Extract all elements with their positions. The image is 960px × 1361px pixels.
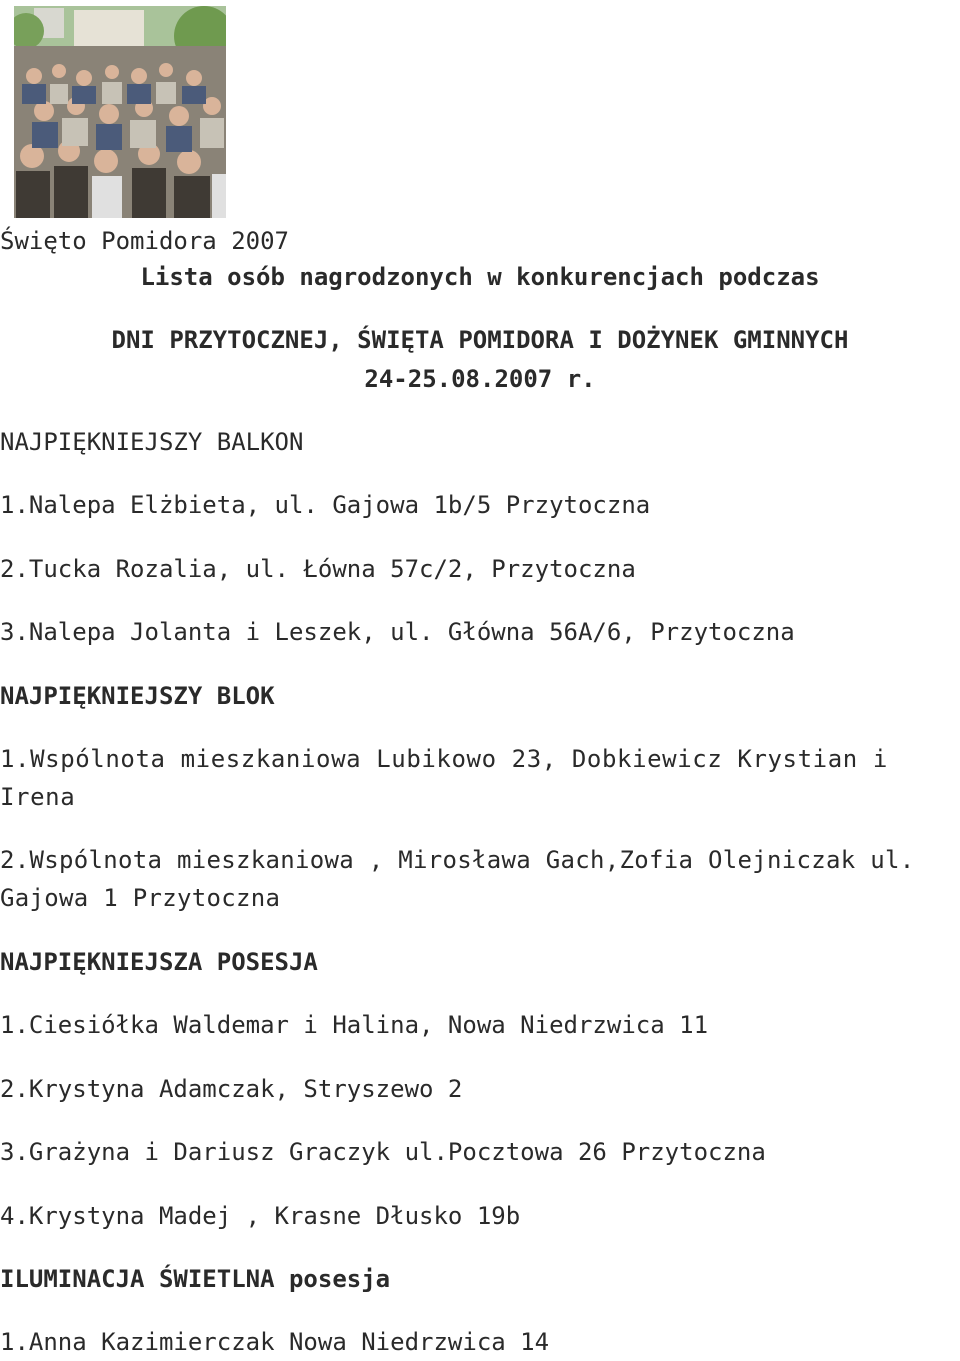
heading-line-2: DNI PRZYTOCZNEJ, ŚWIĘTA POMIDORA I DOŻYNEK GMINNYCH (111, 326, 849, 354)
section-title-blok: NAJPIĘKNIEJSZY BLOK (0, 682, 275, 710)
list-item: 1.Nalepa Elżbieta, ul. Gajowa 1b/5 Przytoczna (0, 491, 651, 519)
heading-line-1: Lista osób nagrodzonych w konkurencjach podczas (140, 263, 820, 291)
list-item: 4.Krystyna Madej , Krasne Dłusko 19b (0, 1202, 521, 1230)
crowd-photo (14, 6, 226, 218)
section-title-posesja: NAJPIĘKNIEJSZA POSESJA (0, 948, 318, 976)
list-item: 3.Nalepa Jolanta i Leszek, ul. Główna 56A/6, Przytoczna (0, 618, 795, 646)
list-item: 2.Wspólnota mieszkaniowa , Mirosława Gach,Zofia Olejniczak ul. Gajowa 1 Przytoczna (0, 846, 915, 912)
list-item: 1.Anna Kazimierczak Nowa Niedrzwica 14 (0, 1328, 550, 1356)
list-item: 2.Krystyna Adamczak, Stryszewo 2 (0, 1075, 463, 1103)
page-title: Święto Pomidora 2007 (0, 227, 289, 255)
list-item: 2.Tucka Rozalia, ul. Łówna 57c/2, Przytoczna (0, 555, 636, 583)
heading-line-3: 24-25.08.2007 r. (364, 365, 596, 393)
section-title-balkon: NAJPIĘKNIEJSZY BALKON (0, 428, 304, 456)
list-item: 1.Ciesiółka Waldemar i Halina, Nowa Niedrzwica 11 (0, 1011, 709, 1039)
list-item: 1.Wspólnota mieszkaniowa Lubikowo 23, Dobkiewicz Krystian i Irena (0, 745, 888, 811)
section-title-iluminacja: ILUMINACJA ŚWIETLNA posesja (0, 1265, 391, 1293)
list-item: 3.Grażyna i Dariusz Graczyk ul.Pocztowa 26 Przytoczna (0, 1138, 766, 1166)
